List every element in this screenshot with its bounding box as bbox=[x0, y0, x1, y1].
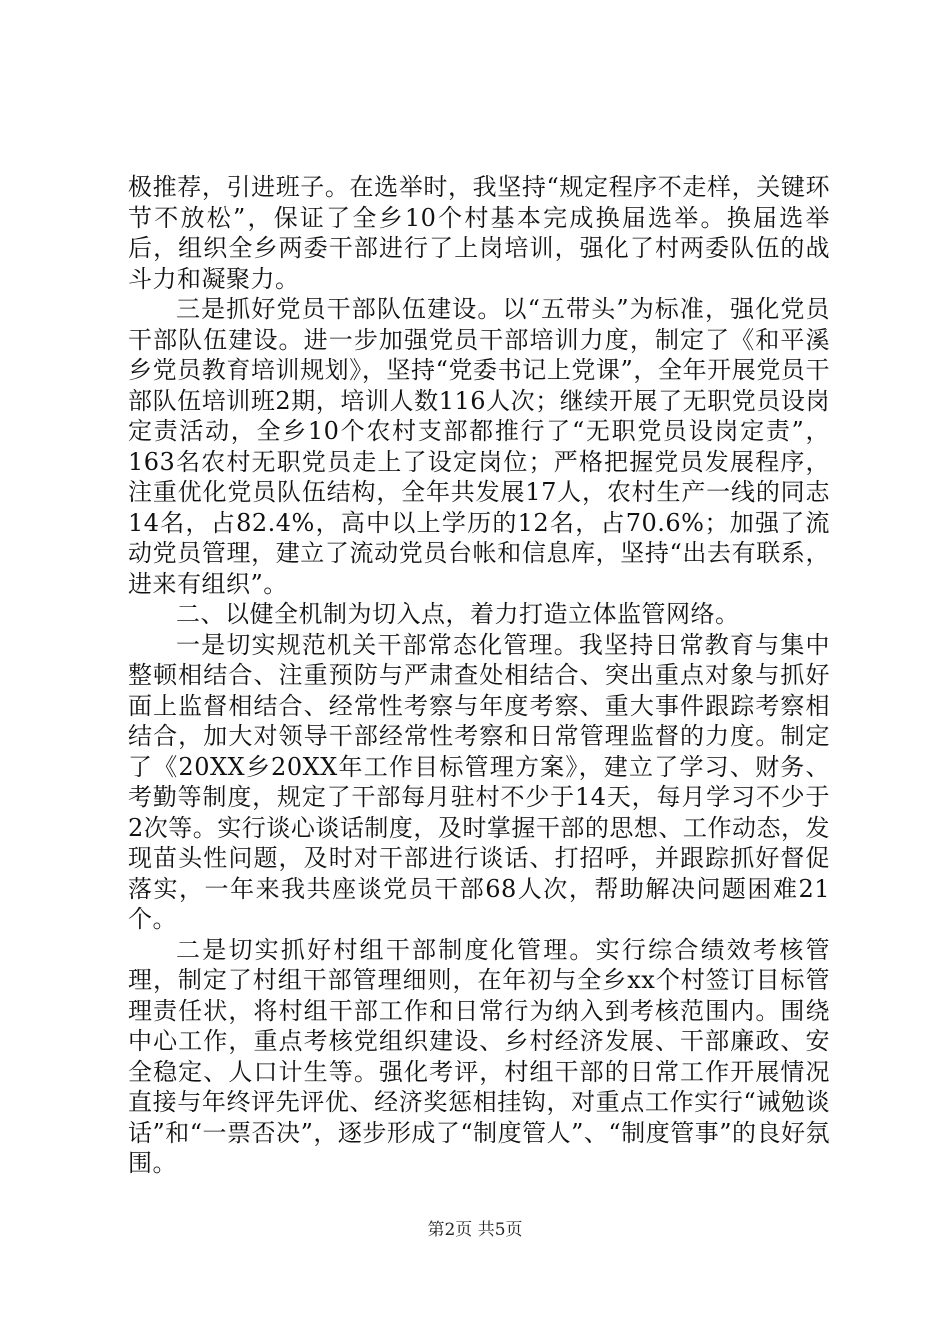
paragraph-continuation: 极推荐，引进班子。在选举时，我坚持“规定程序不走样，关键环节不放松”，保证了全乡10个村基本完成换届选举。换届选举后，组织全乡两委干部进行了上岗培训，强化了村两委队伍的战斗力和凝聚力。 bbox=[128, 173, 830, 293]
paragraph-cadre-management: 一是切实规范机关干部常态化管理。我坚持日常教育与集中整顿相结合、注重预防与严肃查处相结合、突出重点对象与抓好面上监督相结合、经常性考察与年度考察、重大事件跟踪考察相结合，加大对领导干部经常性考察和日常管理监督的力度。制定了《20XX乡20XX年工作目标管理方案》，建立了学习、财务、考勤等制度，规定了干部每月驻村不少于14天，每月学习不少于2次等。实行谈心谈话制度，及时掌握干部的思想、工作动态，发现苗头性问题，及时对干部进行谈话、打招呼，并跟踪抓好督促落实，一年来我共座谈党员干部68人次，帮助解决问题困难21个。 bbox=[128, 630, 830, 933]
section-heading-mechanism: 二、以健全机制为切入点，着力打造立体监管网络。 bbox=[176, 600, 740, 628]
document-body bbox=[128, 172, 830, 1179]
paragraph-village-cadre-management: 二是切实抓好村组干部制度化管理。实行综合绩效考核管理，制定了村组干部管理细则，在年初与全乡xx个村签订目标管理责任状，将村组干部工作和日常行为纳入到考核范围内。围绕中心工作，重点考核党组织建设、乡村经济发展、干部廉政、安全稳定、人口计生等。强化考评，村组干部的日常工作开展情况直接与年终评先评优、经济奖惩相挂钩，对重点工作实行“诫勉谈话”和“一票否决”，逐步形成了“制度管人”、“制度管事”的良好氛围。 bbox=[128, 935, 830, 1177]
paragraph-party-team-building: 三是抓好党员干部队伍建设。以“五带头”为标准，强化党员干部队伍建设。进一步加强党员干部培训力度，制定了《和平溪乡党员教育培训规划》，坚持“党委书记上党课”，全年开展党员干部队伍培训班2期，培训人数116人次；继续开展了无职党员设岗定责活动，全乡10个农村支部都推行了“无职党员设岗定责”，163名农村无职党员走上了设定岗位；严格把握党员发展程序，注重优化党员队伍结构，全年共发展17人，农村生产一线的同志14名，占82.4%，高中以上学历的12名，占70.6%；加强了流动党员管理，建立了流动党员台帐和信息库，坚持“出去有联系，进来有组织”。 bbox=[128, 295, 830, 598]
page-number-footer: 第2页 共5页 bbox=[427, 1220, 523, 1240]
